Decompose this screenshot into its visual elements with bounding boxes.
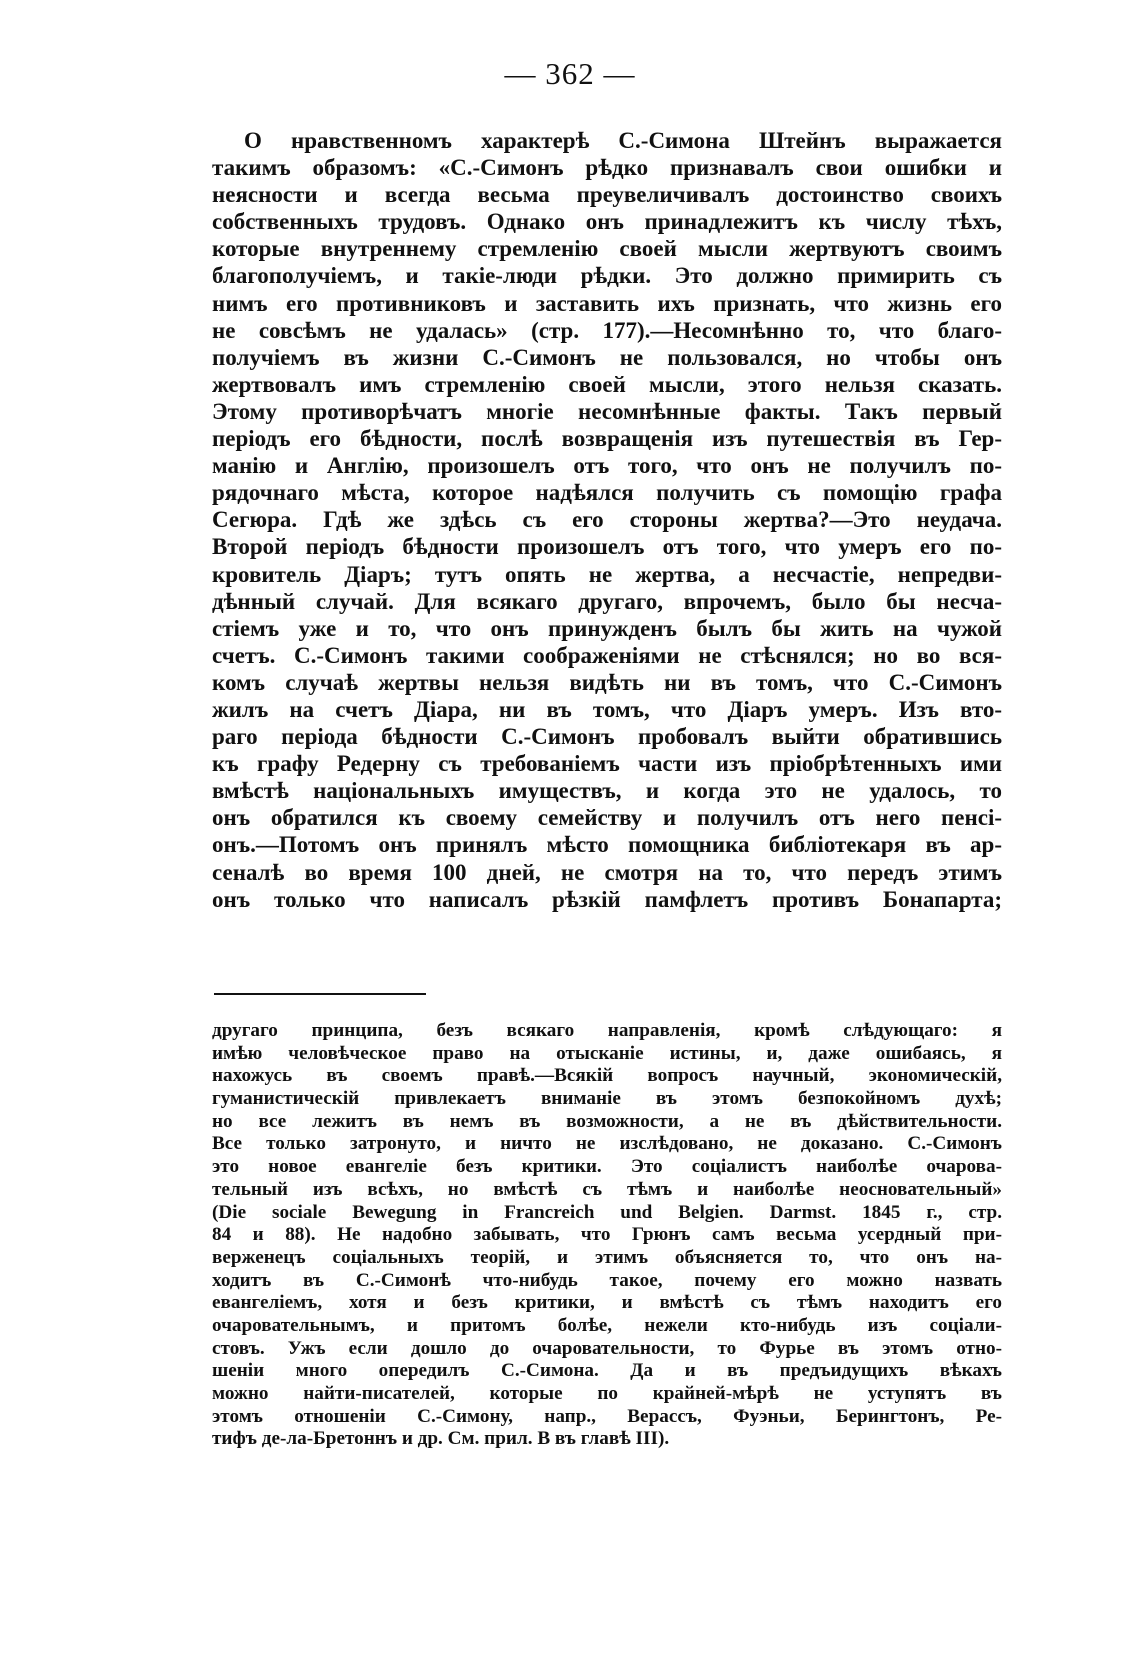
footnote-line: гуманистическій привлекаетъ вниманіе въ этомъ безпокойномъ духѣ; [212,1088,1002,1110]
footnote-line: верженецъ соціальныхъ теорій, и этимъ объясняется то, что онъ на- [212,1246,1002,1268]
main-text-line: такимъ образомъ: «С.-Симонъ рѣдко признавалъ свои ошибки и [212,155,1002,181]
footnote-line: нахожусь въ своемъ правѣ.—Всякій вопросъ научный, экономическій, [212,1065,1002,1087]
footnote-line: тельный изъ всѣхъ, но вмѣстѣ съ тѣмъ и наиболѣе неосновательный» [212,1178,1002,1200]
footnote-line: Все только затронуто, и ничто не изслѣдовано, не доказано. С.-Симонъ [212,1133,1002,1155]
footnote-line: очаровательнымъ, и притомъ болѣе, нежели кто-нибудь изъ соціали- [212,1314,1002,1336]
main-text-line: онъ только что написалъ рѣзкій памфлетъ противъ Бонапарта; [212,886,1002,912]
footnote-line: стовъ. Ужъ если дошло до очаровательности, то Фурье въ этомъ отно- [212,1337,1002,1359]
footnote-line: можно найти-писателей, которые по крайней-мѣрѣ не уступятъ въ [212,1383,1002,1404]
main-text-line: вмѣстѣ національныхъ имуществъ, и когда это не удалось, то [212,778,1002,804]
main-text-line: О нравственномъ характерѣ С.-Симона Штейнъ выражается [244,128,1002,153]
main-text-line: жертвовалъ имъ стремленію своей мысли, этого нельзя сказать. [212,371,1002,397]
main-text-line: онъ обратился къ своему семейству и получилъ отъ него пенсі- [212,805,1002,831]
main-text-line: къ графу Редерну съ требованіемъ части изъ пріобрѣтенныхъ ими [212,751,1002,777]
footnote-line: 84 и 88). Не надобно забывать, что Грюнъ самъ весьма усердный при- [212,1224,1002,1246]
main-text-line: Сегюра. Гдѣ же здѣсь съ его стороны жертва?—Это неудача. [212,507,1002,533]
footnote-text [212,1020,1002,1451]
footnote-line: шеніи много опередилъ С.-Симона. Да и въ предъидущихъ вѣкахъ [212,1360,1002,1382]
footnote-line: это новое евангеліе безъ критики. Это соціалистъ наиболѣе очарова- [212,1156,1002,1178]
main-text-line: раго періода бѣдности С.-Симонъ пробовалъ выйти обратившись [212,724,1002,750]
footnote-divider [214,993,426,995]
main-text-line: неясности и всегда весьма преувеличивалъ достоинство своихъ [212,182,1002,208]
main-text [212,127,1002,913]
main-text-line: Этому противорѣчатъ многіе несомнѣнные факты. Такъ первый [212,398,1002,424]
footnote-line: этомъ отношеніи С.-Симону, напр., Верассъ, Фуэньи, Берингтонъ, Ре- [212,1405,1002,1427]
main-text-line: онъ.—Потомъ онъ принялъ мѣсто помощника библіотекаря въ ар- [212,832,1002,858]
footnote-line: имѣю человѣческое право на отысканіе истины, и, даже ошибаясь, я [212,1042,1002,1064]
main-text-line: манію и Англію, произошелъ отъ того, что онъ не получилъ по- [212,453,1002,479]
footnote-line: тифъ де-ла-Бретоннъ и др. См. прил. В въ главѣ III). [212,1428,670,1450]
footnote-line: но все лежитъ въ немъ въ возможности, а не въ дѣйствительности. [212,1110,1002,1132]
main-text-line: собственныхъ трудовъ. Однако онъ принадлежитъ къ числу тѣхъ, [212,209,1002,235]
main-text-line: Второй періодъ бѣдности произошелъ отъ того, что умеръ его по- [212,534,1002,560]
footnote-line: другаго принципа, безъ всякаго направленія, кромѣ слѣдующаго: я [212,1020,1002,1041]
main-text-line: сеналѣ во время 100 дней, не смотря на то, что передъ этимъ [212,859,1002,885]
page-number: — 362 — [504,56,636,91]
main-text-line: которые внутреннему стремленію своей мысли жертвуютъ своимъ [212,236,1002,262]
footnote-line: евангеліемъ, хотя и безъ критики, и вмѣстѣ съ тѣмъ находитъ его [212,1292,1002,1314]
main-text-line: не совсѣмъ не удалась» (стр. 177).—Несомнѣнно то, что благо- [212,317,1002,343]
main-text-line: дѣнный случай. Для всякаго другаго, впрочемъ, было бы несча- [212,588,1002,614]
main-text-line: получіемъ въ жизни С.-Симонъ не пользовался, но чтобы онъ [212,344,1002,370]
main-text-line: счетъ. С.-Симонъ такими соображеніями не стѣснялся; но во вся- [212,642,1002,668]
main-text-line: рядочнаго мѣста, которое надѣялся получить съ помощію графа [212,480,1002,506]
main-text-line: нимъ его противниковъ и заставить ихъ признать, что жизнь его [212,290,1002,316]
main-text-line: кровитель Діаръ; тутъ опять не жертва, а несчастіе, непредви- [212,561,1002,587]
main-text-line: комъ случаѣ жертвы нельзя видѣть ни въ томъ, что С.-Симонъ [212,669,1002,695]
main-text-line: стіемъ уже и то, что онъ принужденъ былъ бы жить на чужой [212,615,1002,641]
main-text-line: жилъ на счетъ Діара, ни въ томъ, что Діаръ умеръ. Изъ вто- [212,696,1002,722]
main-text-line: благополучіемъ, и такіе-люди рѣдки. Это должно примирить съ [212,263,1002,289]
footnote-line: (Die sociale Bewegung in Francreich und Belgien. Darmst. 1845 г., стр. [212,1201,1002,1223]
main-text-line: періодъ его бѣдности, послѣ возвращенія изъ путешествія въ Гер- [212,426,1002,452]
footnote-line: ходитъ въ С.-Симонѣ что-нибудь такое, почему его можно назвать [212,1269,1002,1291]
